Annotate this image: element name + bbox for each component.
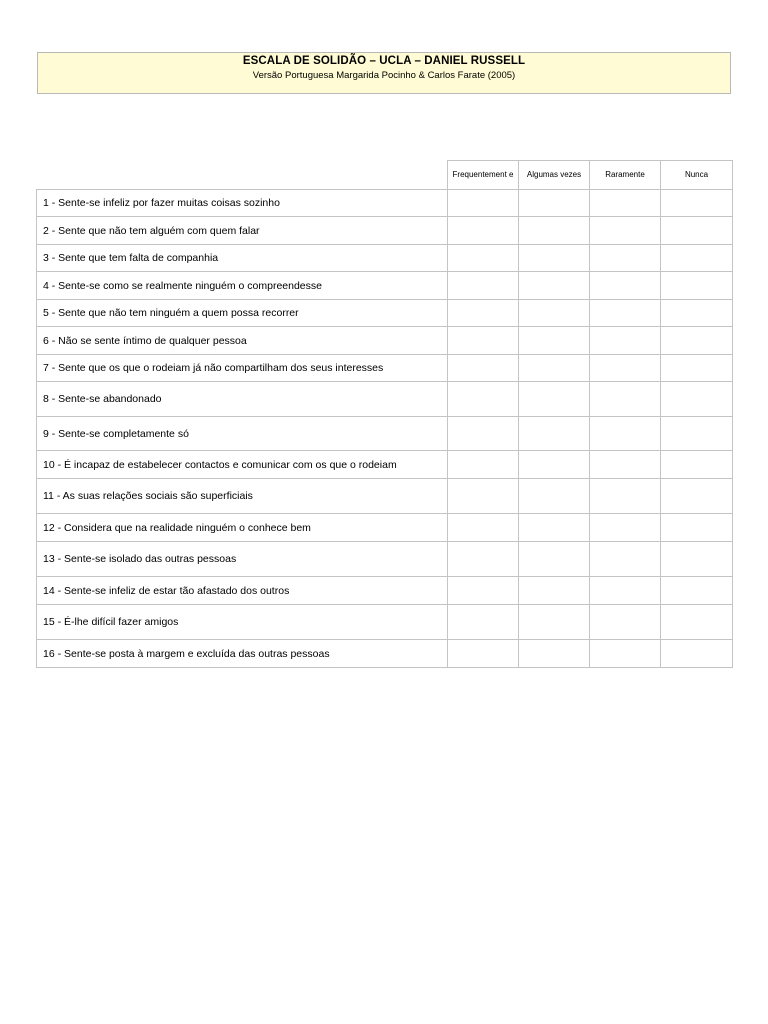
answer-cell-algumas-vezes[interactable] bbox=[519, 355, 590, 382]
item-text: 12 - Considera que na realidade ninguém o conhece bem bbox=[37, 514, 448, 542]
answer-cell-frequentemente[interactable] bbox=[448, 327, 519, 355]
answer-cell-frequentemente[interactable] bbox=[448, 514, 519, 542]
answer-cell-frequentemente[interactable] bbox=[448, 245, 519, 272]
document-title: ESCALA DE SOLIDÃO – UCLA – DANIEL RUSSELL bbox=[242, 55, 526, 67]
answer-cell-raramente[interactable] bbox=[590, 577, 661, 605]
answer-cell-raramente[interactable] bbox=[590, 300, 661, 327]
answer-cell-raramente[interactable] bbox=[590, 245, 661, 272]
answer-cell-frequentemente[interactable] bbox=[448, 300, 519, 327]
answer-cell-nunca[interactable] bbox=[661, 640, 733, 668]
answer-cell-nunca[interactable] bbox=[661, 542, 733, 577]
answer-cell-frequentemente[interactable] bbox=[448, 479, 519, 514]
answer-cell-nunca[interactable] bbox=[661, 245, 733, 272]
table-row bbox=[37, 479, 733, 514]
document-subtitle: Versão Portuguesa Margarida Pocinho & Carlos Farate (2005) bbox=[252, 70, 516, 81]
answer-cell-algumas-vezes[interactable] bbox=[519, 479, 590, 514]
table-header-row bbox=[37, 161, 733, 190]
answer-cell-frequentemente[interactable] bbox=[448, 190, 519, 217]
item-text: 4 - Sente-se como se realmente ninguém o compreendesse bbox=[37, 272, 448, 300]
table-row bbox=[37, 640, 733, 668]
table-row bbox=[37, 245, 733, 272]
answer-cell-nunca[interactable] bbox=[661, 327, 733, 355]
answer-cell-algumas-vezes[interactable] bbox=[519, 327, 590, 355]
answer-cell-raramente[interactable] bbox=[590, 451, 661, 479]
answer-cell-algumas-vezes[interactable] bbox=[519, 190, 590, 217]
answer-cell-frequentemente[interactable] bbox=[448, 451, 519, 479]
answer-cell-algumas-vezes[interactable] bbox=[519, 640, 590, 668]
table-row bbox=[37, 327, 733, 355]
answer-cell-nunca[interactable] bbox=[661, 417, 733, 451]
table-row bbox=[37, 272, 733, 300]
answer-cell-nunca[interactable] bbox=[661, 451, 733, 479]
scale-table bbox=[36, 160, 733, 668]
table-row bbox=[37, 190, 733, 217]
answer-cell-nunca[interactable] bbox=[661, 190, 733, 217]
answer-cell-frequentemente[interactable] bbox=[448, 217, 519, 245]
answer-cell-raramente[interactable] bbox=[590, 417, 661, 451]
item-text: 15 - É-lhe difícil fazer amigos bbox=[37, 605, 448, 640]
table-row bbox=[37, 300, 733, 327]
answer-cell-algumas-vezes[interactable] bbox=[519, 272, 590, 300]
answer-cell-algumas-vezes[interactable] bbox=[519, 245, 590, 272]
item-text: 16 - Sente-se posta à margem e excluída das outras pessoas bbox=[37, 640, 448, 668]
item-text: 11 - As suas relações sociais são superficiais bbox=[37, 479, 448, 514]
table-row bbox=[37, 605, 733, 640]
answer-cell-raramente[interactable] bbox=[590, 327, 661, 355]
item-text: 13 - Sente-se isolado das outras pessoas bbox=[37, 542, 448, 577]
answer-cell-raramente[interactable] bbox=[590, 355, 661, 382]
answer-cell-nunca[interactable] bbox=[661, 577, 733, 605]
table-row bbox=[37, 451, 733, 479]
answer-cell-nunca[interactable] bbox=[661, 217, 733, 245]
answer-cell-raramente[interactable] bbox=[590, 640, 661, 668]
item-text: 10 - É incapaz de estabelecer contactos e comunicar com os que o rodeiam bbox=[37, 451, 448, 479]
answer-cell-nunca[interactable] bbox=[661, 382, 733, 417]
answer-cell-frequentemente[interactable] bbox=[448, 577, 519, 605]
answer-cell-frequentemente[interactable] bbox=[448, 272, 519, 300]
answer-cell-frequentemente[interactable] bbox=[448, 355, 519, 382]
table-row bbox=[37, 417, 733, 451]
answer-cell-algumas-vezes[interactable] bbox=[519, 514, 590, 542]
answer-cell-nunca[interactable] bbox=[661, 355, 733, 382]
item-text: 8 - Sente-se abandonado bbox=[37, 382, 448, 417]
answer-cell-nunca[interactable] bbox=[661, 514, 733, 542]
column-header-frequentemente: Frequentement e bbox=[448, 161, 519, 190]
answer-cell-frequentemente[interactable] bbox=[448, 417, 519, 451]
item-text: 5 - Sente que não tem ninguém a quem possa recorrer bbox=[37, 300, 448, 327]
answer-cell-frequentemente[interactable] bbox=[448, 542, 519, 577]
answer-cell-algumas-vezes[interactable] bbox=[519, 542, 590, 577]
item-text: 7 - Sente que os que o rodeiam já não compartilham dos seus interesses bbox=[37, 355, 448, 382]
answer-cell-raramente[interactable] bbox=[590, 272, 661, 300]
column-header-algumas-vezes: Algumas vezes bbox=[519, 161, 590, 190]
answer-cell-raramente[interactable] bbox=[590, 190, 661, 217]
table-row bbox=[37, 217, 733, 245]
answer-cell-algumas-vezes[interactable] bbox=[519, 217, 590, 245]
header-box bbox=[37, 52, 731, 94]
item-text: 3 - Sente que tem falta de companhia bbox=[37, 245, 448, 272]
table-row bbox=[37, 355, 733, 382]
item-text: 2 - Sente que não tem alguém com quem falar bbox=[37, 217, 448, 245]
item-text: 6 - Não se sente íntimo de qualquer pessoa bbox=[37, 327, 448, 355]
item-text: 1 - Sente-se infeliz por fazer muitas coisas sozinho bbox=[37, 190, 448, 217]
answer-cell-algumas-vezes[interactable] bbox=[519, 417, 590, 451]
answer-cell-algumas-vezes[interactable] bbox=[519, 382, 590, 417]
answer-cell-raramente[interactable] bbox=[590, 605, 661, 640]
item-text: 14 - Sente-se infeliz de estar tão afastado dos outros bbox=[37, 577, 448, 605]
column-header-nunca: Nunca bbox=[661, 161, 733, 190]
answer-cell-nunca[interactable] bbox=[661, 272, 733, 300]
column-header-raramente: Raramente bbox=[590, 161, 661, 190]
answer-cell-algumas-vezes[interactable] bbox=[519, 300, 590, 327]
answer-cell-nunca[interactable] bbox=[661, 300, 733, 327]
answer-cell-algumas-vezes[interactable] bbox=[519, 577, 590, 605]
answer-cell-algumas-vezes[interactable] bbox=[519, 605, 590, 640]
table-row bbox=[37, 514, 733, 542]
answer-cell-algumas-vezes[interactable] bbox=[519, 451, 590, 479]
answer-cell-nunca[interactable] bbox=[661, 479, 733, 514]
item-text: 9 - Sente-se completamente só bbox=[37, 417, 448, 451]
answer-cell-nunca[interactable] bbox=[661, 605, 733, 640]
answer-cell-frequentemente[interactable] bbox=[448, 382, 519, 417]
answer-cell-raramente[interactable] bbox=[590, 479, 661, 514]
answer-cell-frequentemente[interactable] bbox=[448, 605, 519, 640]
answer-cell-raramente[interactable] bbox=[590, 514, 661, 542]
header-blank-cell bbox=[37, 161, 448, 190]
table-row bbox=[37, 577, 733, 605]
answer-cell-raramente[interactable] bbox=[590, 382, 661, 417]
answer-cell-raramente[interactable] bbox=[590, 217, 661, 245]
answer-cell-frequentemente[interactable] bbox=[448, 640, 519, 668]
answer-cell-raramente[interactable] bbox=[590, 542, 661, 577]
table-row bbox=[37, 382, 733, 417]
table-row bbox=[37, 542, 733, 577]
